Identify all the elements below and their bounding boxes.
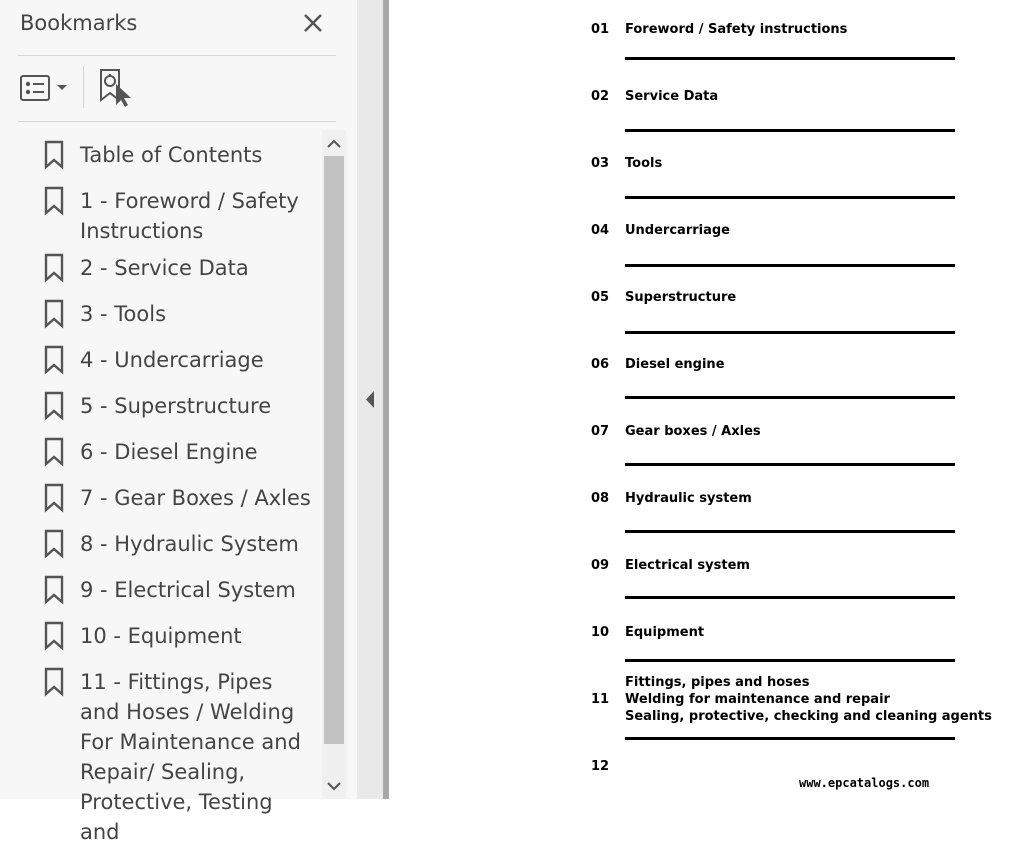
bookmark-label: 10 - Equipment [80, 624, 242, 648]
bookmark-label: 7 - Gear Boxes / Axles [80, 486, 311, 510]
toolbar-divider [83, 66, 84, 108]
watermark: www.epcatalogs.com [799, 776, 930, 790]
toc-title: Diesel engine [625, 357, 725, 372]
toc-number: 08 [591, 491, 610, 506]
bookmark-item-hydraulic-system[interactable] [0, 523, 322, 569]
bookmark-label: 2 - Service Data [80, 256, 249, 280]
bookmark-label: 11 - Fittings, Pipes and Hoses / Welding For Maintenance and Repair/ Sealing, Protective, Testing and [80, 670, 301, 844]
bookmark-options-button[interactable] [18, 68, 72, 108]
bookmark-item-fittings-pipes[interactable] [0, 661, 322, 844]
toc-rule [625, 463, 955, 466]
bookmark-item-superstructure[interactable] [0, 385, 322, 431]
header-divider [18, 55, 336, 56]
toc-title: Equipment [625, 625, 705, 640]
bookmark-icon [43, 575, 65, 605]
bookmark-label: 1 - Foreword / Safety Instructions [80, 189, 299, 243]
toc-number: 10 [591, 625, 610, 640]
bookmark-list [0, 130, 322, 844]
toc-rule [625, 57, 955, 60]
toc-title: Gear boxes / Axles [625, 424, 761, 439]
toc-number: 04 [591, 223, 610, 238]
bookmark-label: 5 - Superstructure [80, 394, 272, 418]
triangle-left-icon [357, 0, 383, 799]
scrollbar-thumb[interactable] [324, 156, 344, 744]
bookmark-item-diesel-engine[interactable] [0, 431, 322, 477]
options-list-icon [18, 68, 72, 108]
bookmark-item-undercarriage[interactable] [0, 339, 322, 385]
bookmark-item-equipment[interactable] [0, 615, 322, 661]
toc-rule [625, 129, 955, 132]
toc-title: Foreword / Safety instructions [625, 22, 848, 37]
toc-title: Superstructure [625, 290, 737, 305]
bookmark-icon [43, 529, 65, 559]
toc-title-line-1: Fittings, pipes and hoses [625, 675, 810, 690]
bookmark-icon [43, 186, 65, 216]
toc-title: Undercarriage [625, 223, 730, 238]
toc-rule [625, 396, 955, 399]
bookmark-label: 9 - Electrical System [80, 578, 296, 602]
bookmark-item-electrical-system[interactable] [0, 569, 322, 615]
toc-rule [625, 737, 955, 740]
bookmark-item-gear-boxes[interactable] [0, 477, 322, 523]
toc-number: 02 [591, 89, 610, 104]
bookmark-icon [43, 140, 65, 170]
bookmark-item-tools[interactable] [0, 293, 322, 339]
scroll-up-button[interactable] [322, 132, 346, 156]
bookmark-label: 8 - Hydraulic System [80, 532, 299, 556]
toc-title: Tools [625, 156, 663, 171]
bookmark-icon [43, 299, 65, 329]
toc-rule [625, 530, 955, 533]
toc-title-line-2: Welding for maintenance and repair [625, 692, 890, 707]
toc-rule [625, 264, 955, 267]
toc-title: Service Data [625, 89, 719, 104]
toc-rule [625, 331, 955, 334]
chevron-up-icon [322, 132, 346, 156]
close-icon [298, 8, 328, 38]
bookmark-icon [43, 345, 65, 375]
bookmark-label: 3 - Tools [80, 302, 167, 326]
toc-number: 05 [591, 290, 610, 305]
collapse-panel-button[interactable] [357, 0, 383, 799]
panel-title: Bookmarks [20, 11, 138, 35]
bookmarks-panel [0, 0, 357, 844]
bookmark-label: Table of Contents [80, 143, 263, 167]
bookmark-icon [43, 437, 65, 467]
scroll-down-button[interactable] [322, 774, 346, 798]
toc-number: 03 [591, 156, 610, 171]
toc-number: 12 [591, 759, 610, 774]
bookmark-icon [43, 483, 65, 513]
bookmark-item-service-data[interactable] [0, 247, 322, 293]
toc-rule [625, 196, 955, 199]
toc-number: 11 [591, 692, 610, 707]
toc-title-line-3: Sealing, protective, checking and cleaning agents [625, 709, 992, 724]
bookmark-search-icon [96, 66, 136, 108]
bookmark-icon [43, 253, 65, 283]
bookmark-label: 6 - Diesel Engine [80, 440, 258, 464]
bookmark-label: 4 - Undercarriage [80, 348, 264, 372]
bookmark-icon [43, 391, 65, 421]
close-panel-button[interactable] [298, 8, 328, 38]
toc-rule [625, 596, 955, 599]
toc-rule [625, 659, 955, 662]
bookmark-item-foreword[interactable] [0, 180, 322, 248]
toc-number: 01 [591, 22, 610, 37]
document-page [389, 0, 1011, 799]
bookmark-item-table-of-contents[interactable] [0, 134, 322, 180]
bookmark-icon [43, 621, 65, 651]
toc-title: Electrical system [625, 558, 750, 573]
toc-number: 07 [591, 424, 610, 439]
chevron-down-icon [322, 774, 346, 798]
find-bookmark-button[interactable] [96, 66, 136, 108]
toolbar-bottom-divider [18, 121, 336, 122]
toc-number: 09 [591, 558, 610, 573]
toc-title: Hydraulic system [625, 491, 752, 506]
toc-number: 06 [591, 357, 610, 372]
bookmark-icon [43, 667, 65, 697]
